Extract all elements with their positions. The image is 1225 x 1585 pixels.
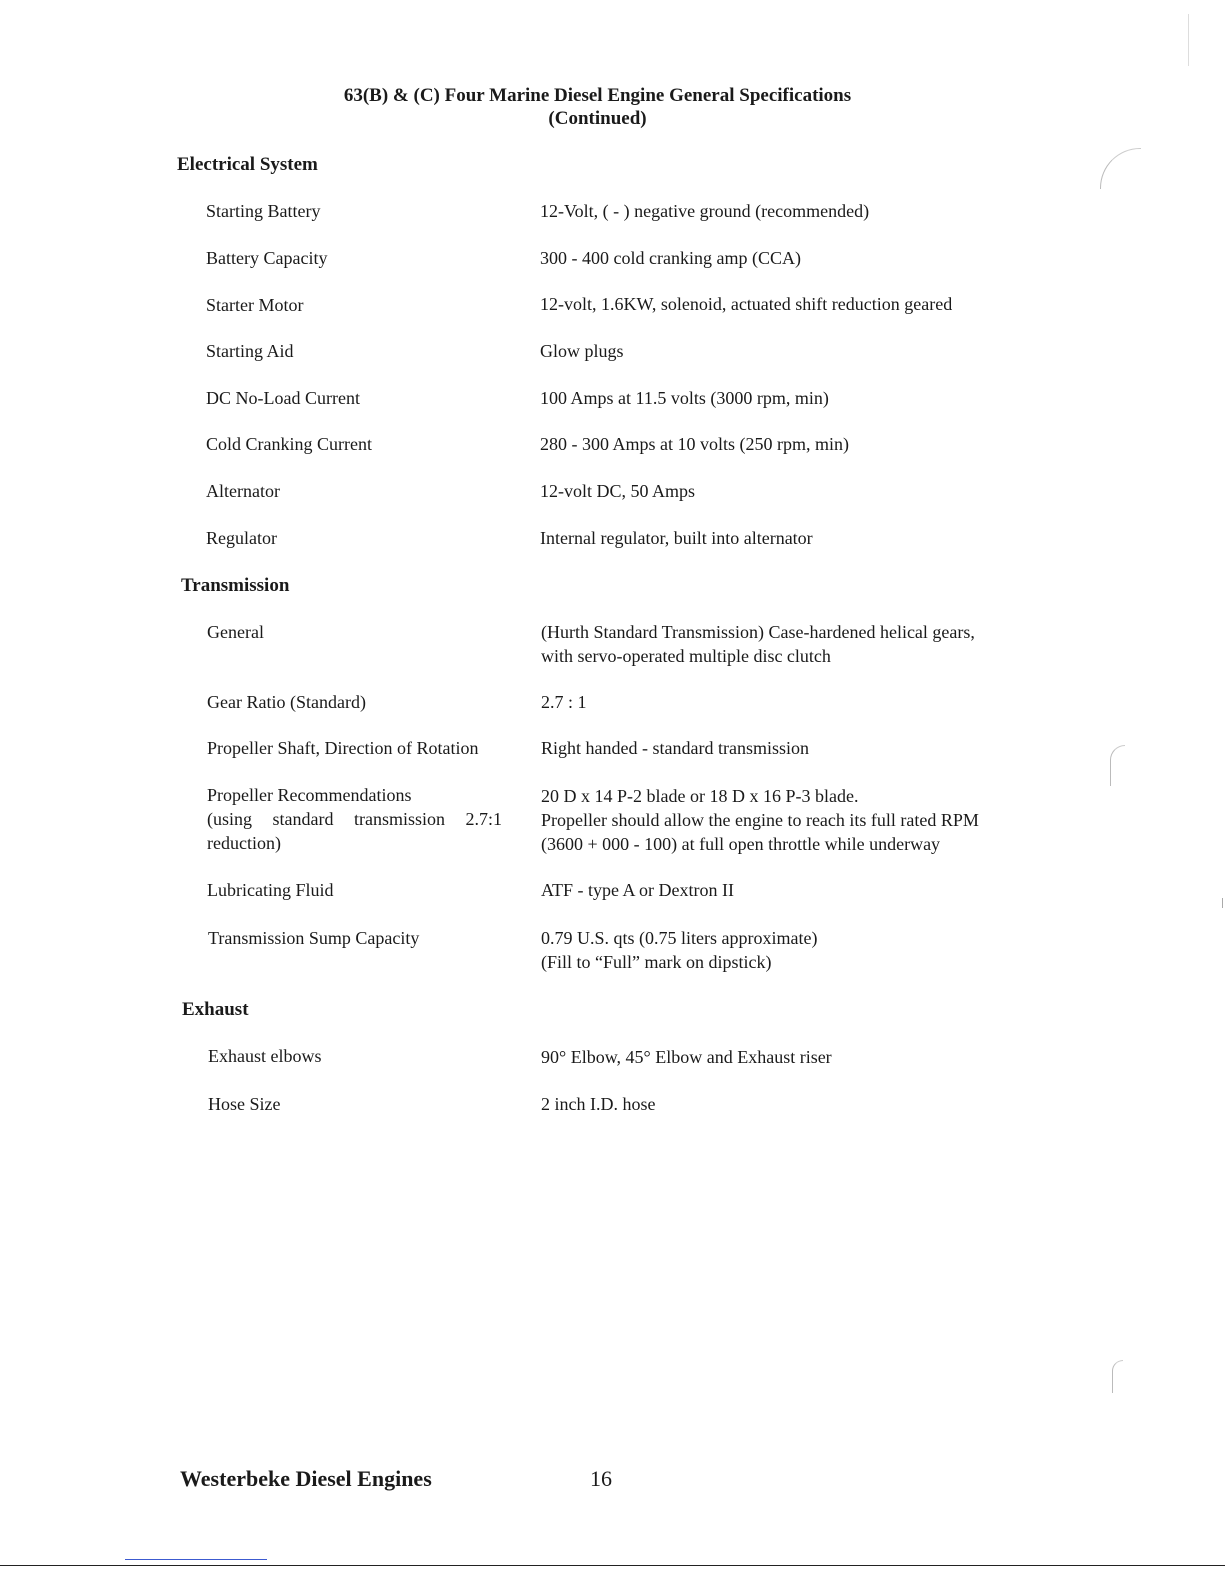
blue-underline: [125, 1559, 267, 1560]
spec-value: 100 Amps at 11.5 volts (3000 rpm, min): [540, 388, 829, 408]
spec-value: Internal regulator, built into alternator: [540, 528, 813, 548]
scan-edge-mark: [1222, 898, 1223, 908]
spec-value: (Hurth Standard Transmission) Case-hardened helical gears,: [541, 622, 975, 642]
spec-value: with servo-operated multiple disc clutch: [541, 646, 831, 666]
spec-label: General: [207, 622, 264, 642]
bottom-rule: [0, 1565, 1225, 1566]
spec-label: Starting Aid: [206, 341, 294, 361]
spec-value: 300 - 400 cold cranking amp (CCA): [540, 248, 801, 268]
spec-value: 12-volt, 1.6KW, solenoid, actuated shift reduction geared: [540, 294, 953, 314]
scan-mark: [1112, 1360, 1123, 1393]
section-heading-transmission: Transmission: [181, 575, 290, 596]
spec-value: Glow plugs: [540, 341, 624, 361]
spec-label: reduction): [207, 833, 281, 853]
page-number: 16: [590, 1466, 612, 1491]
spec-value: ATF - type A or Dextron II: [541, 880, 734, 900]
spec-value: Right handed - standard transmission: [541, 738, 809, 758]
spec-label: Hose Size: [208, 1094, 281, 1114]
spec-label: Propeller Shaft, Direction of Rotation: [207, 738, 479, 758]
section-heading-electrical: Electrical System: [177, 154, 318, 175]
spec-label: Starting Battery: [206, 201, 321, 221]
page-title: 63(B) & (C) Four Marine Diesel Engine General Specifications: [343, 85, 852, 106]
spec-value: 12-Volt, ( - ) negative ground (recommended): [540, 201, 870, 221]
spec-label: [207, 808, 502, 831]
spec-label: Battery Capacity: [206, 248, 328, 268]
spec-label: Alternator: [206, 481, 280, 501]
section-heading-exhaust: Exhaust: [182, 999, 249, 1020]
spec-label: Starter Motor: [206, 295, 304, 315]
spec-label: Propeller Recommendations: [207, 785, 412, 805]
spec-label: DC No-Load Current: [206, 388, 360, 408]
scan-edge-line: [1188, 14, 1189, 66]
spec-label: Lubricating Fluid: [207, 880, 334, 900]
footer-brand: Westerbeke Diesel Engines: [180, 1466, 432, 1491]
spec-value: 280 - 300 Amps at 10 volts (250 rpm, min): [540, 434, 849, 454]
spec-label: Regulator: [206, 528, 277, 548]
spec-label: Transmission Sump Capacity: [208, 928, 420, 948]
spec-value: 90° Elbow, 45° Elbow and Exhaust riser: [541, 1047, 832, 1067]
scan-mark: [1100, 148, 1141, 189]
label-word: transmission: [353, 809, 445, 829]
spec-value: 12-volt DC, 50 Amps: [540, 481, 696, 501]
scan-mark: [1110, 745, 1125, 786]
spec-value: Propeller should allow the engine to reach its full rated RPM: [541, 810, 979, 830]
spec-value: 2 inch I.D. hose: [541, 1094, 656, 1114]
label-word: 2.7:1: [465, 809, 502, 829]
page-subtitle: (Continued): [548, 108, 647, 129]
spec-value: 2.7 : 1: [541, 692, 587, 712]
spec-value: 20 D x 14 P-2 blade or 18 D x 16 P-3 blade.: [541, 786, 859, 806]
spec-value: 0.79 U.S. qts (0.75 liters approximate): [541, 928, 818, 948]
label-word: (using: [207, 809, 252, 829]
spec-value: (3600 + 000 - 100) at full open throttle while underway: [541, 834, 941, 854]
spec-label: Exhaust elbows: [208, 1046, 322, 1066]
spec-value: (Fill to “Full” mark on dipstick): [541, 952, 772, 972]
label-word: standard: [272, 809, 334, 829]
spec-label: Cold Cranking Current: [206, 434, 372, 454]
spec-label: Gear Ratio (Standard): [207, 692, 366, 712]
